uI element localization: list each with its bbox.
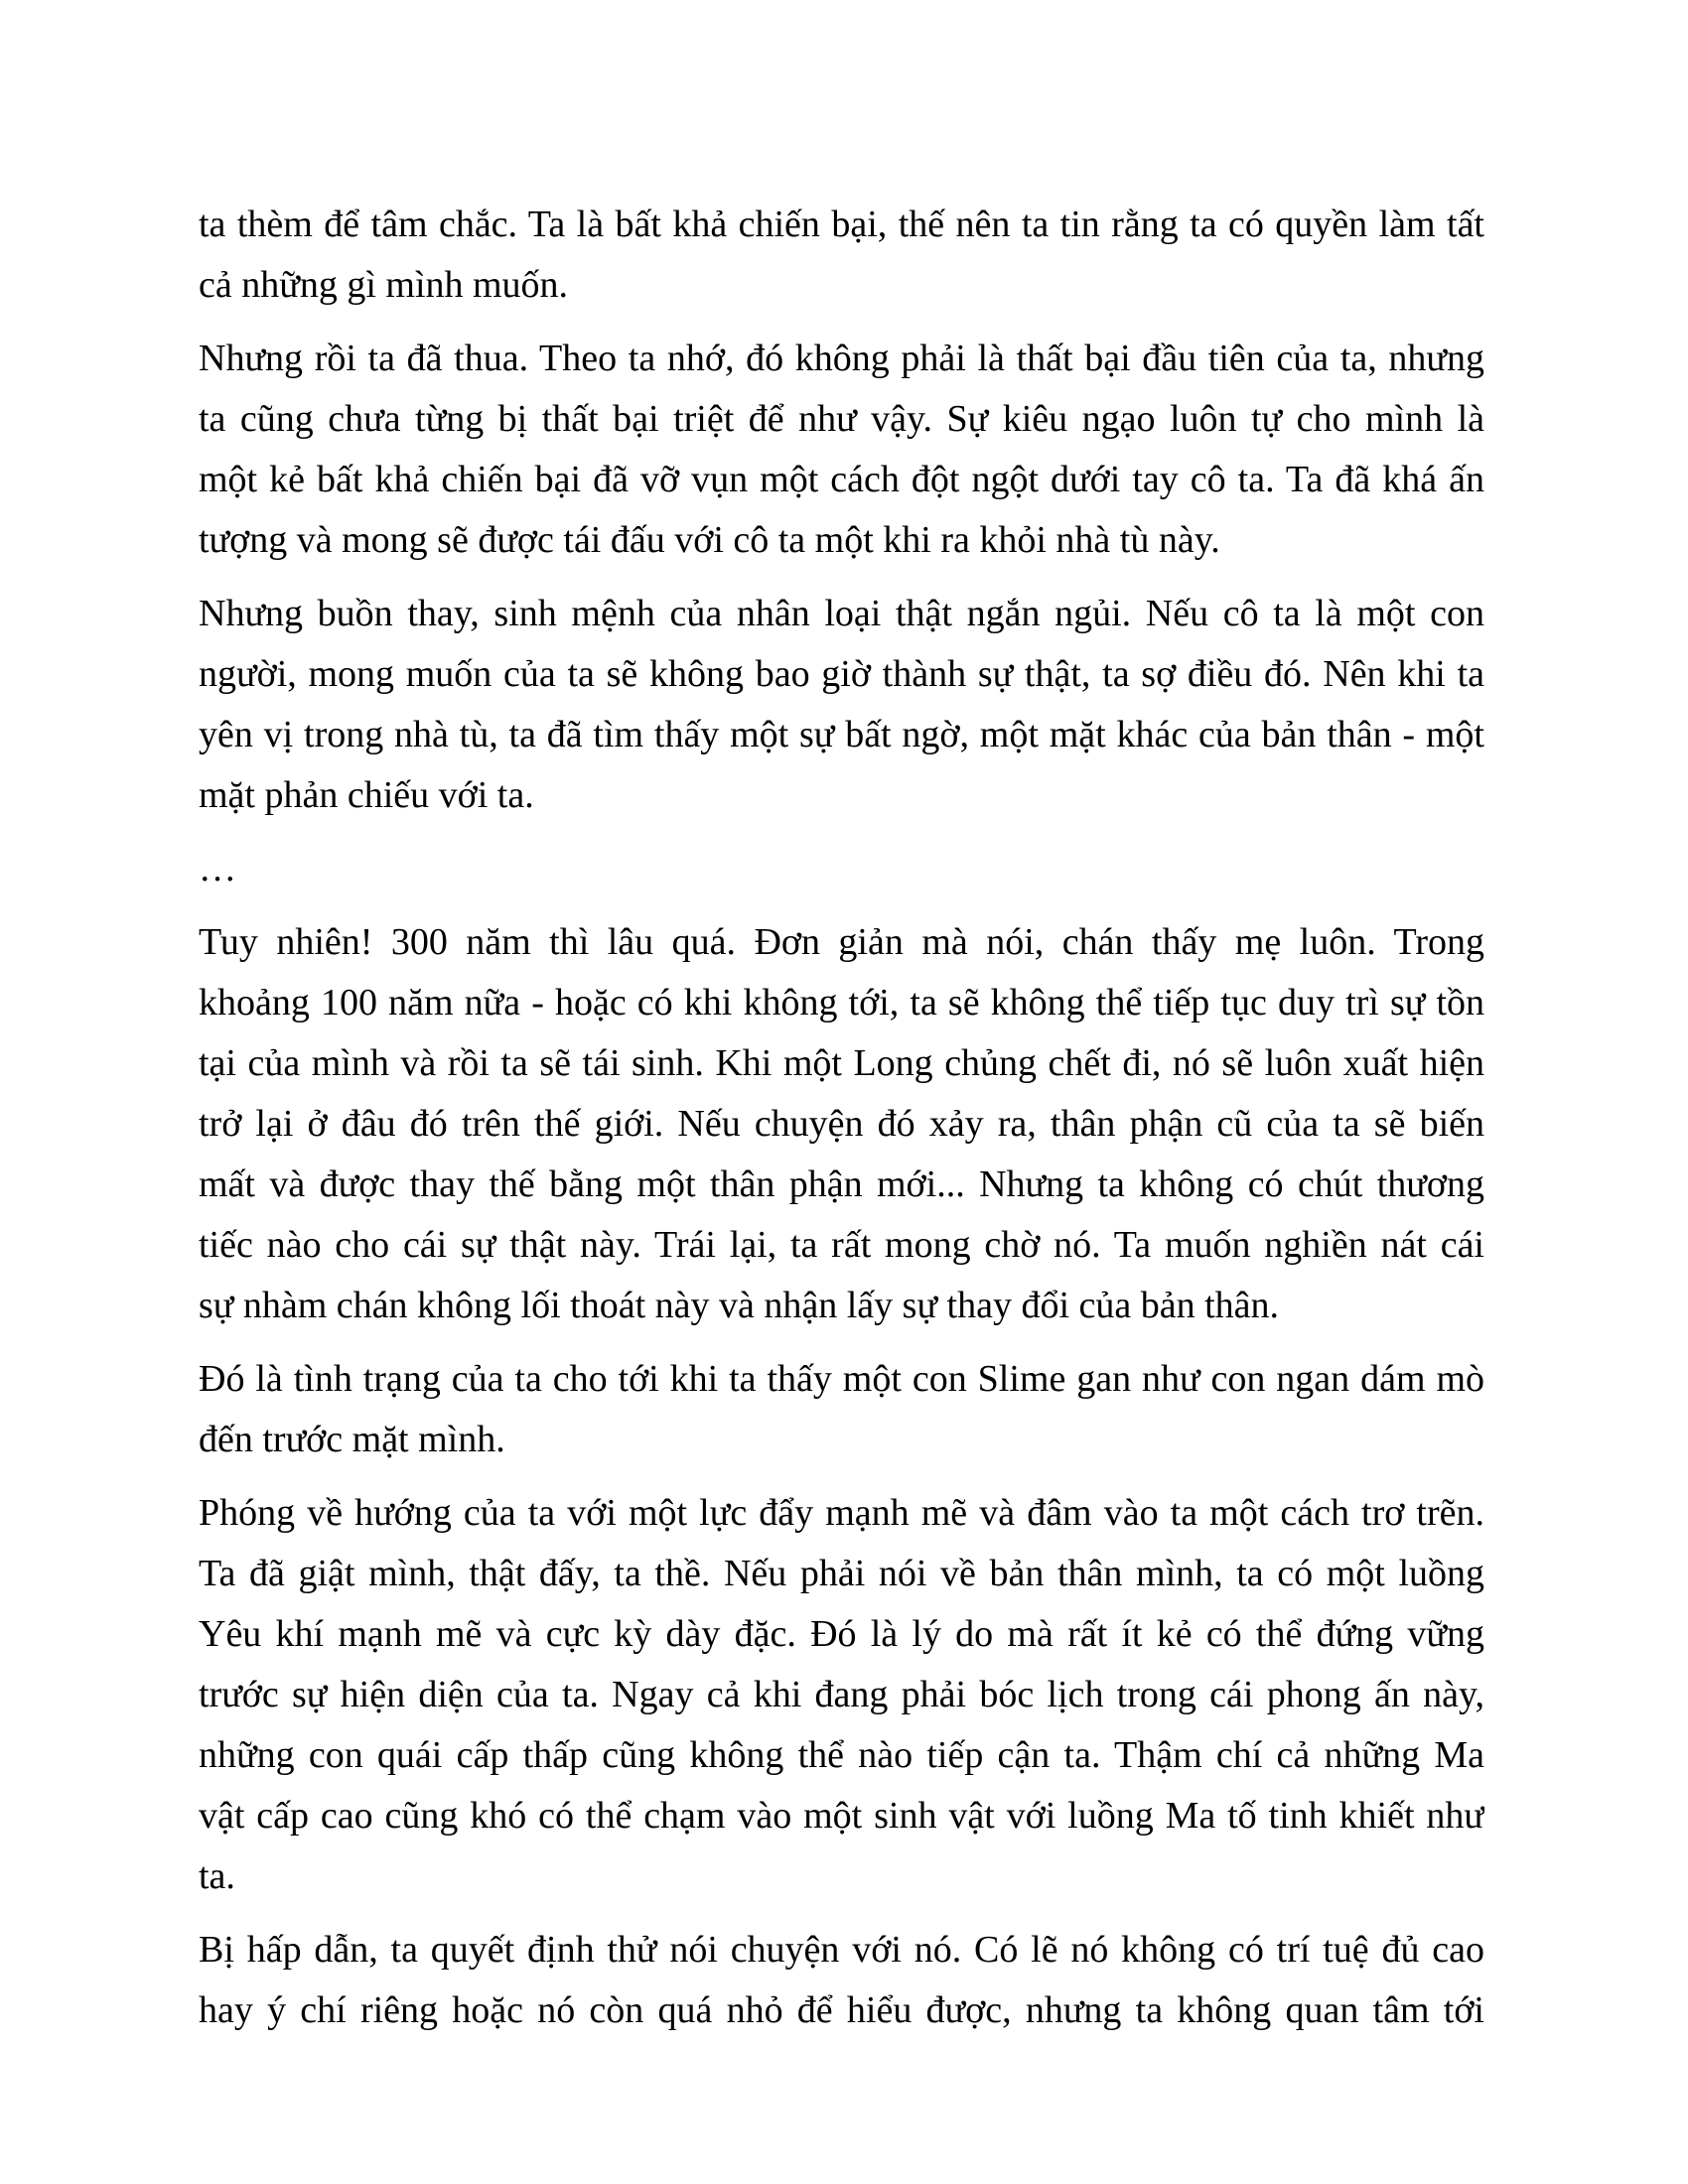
text-line: yên vị trong nhà tù, ta đã tìm thấy một sự bất ngờ, một mặt khác của bản thân - một: [199, 714, 1484, 755]
text-line: đến trước mặt mình.: [199, 1419, 505, 1460]
text-line: ta cũng chưa từng bị thất bại triệt để như vậy. Sự kiêu ngạo luôn tự cho mình là: [199, 398, 1484, 440]
text-line: khoảng 100 năm nữa - hoặc có khi không tới, ta sẽ không thể tiếp tục duy trì sự tồn: [199, 982, 1484, 1024]
text-line: trở lại ở đâu đó trên thế giới. Nếu chuyện đó xảy ra, thân phận cũ của ta sẽ biến: [199, 1103, 1484, 1145]
paragraph: [199, 912, 1484, 1336]
text-line: những con quái cấp thấp cũng không thể nào tiếp cận ta. Thậm chí cả những Ma: [199, 1734, 1484, 1776]
paragraph: [199, 1349, 1484, 1470]
paragraph: [199, 329, 1484, 571]
paragraph: [199, 839, 1484, 899]
text-line: hay ý chí riêng hoặc nó còn quá nhỏ để hiểu được, nhưng ta không quan tâm tới: [199, 1989, 1484, 2031]
text-line: mất và được thay thế bằng một thân phận mới... Nhưng ta không có chút thương: [199, 1163, 1484, 1205]
text-line: Phóng về hướng của ta với một lực đẩy mạnh mẽ và đâm vào ta một cách trơ trẽn.: [199, 1492, 1484, 1534]
text-line: ta.: [199, 1855, 235, 1897]
text-line: Ta đã giật mình, thật đấy, ta thề. Nếu phải nói về bản thân mình, ta có một luồng: [199, 1553, 1484, 1594]
text-line: người, mong muốn của ta sẽ không bao giờ thành sự thật, ta sợ điều đó. Nên khi ta: [199, 653, 1484, 695]
text-line: vật cấp cao cũng khó có thể chạm vào một sinh vật với luồng Ma tố tinh khiết như: [199, 1795, 1484, 1837]
paragraph: [199, 1920, 1484, 2041]
text-line: sự nhàm chán không lối thoát này và nhận lấy sự thay đổi của bản thân.: [199, 1285, 1280, 1326]
text-line: tượng và mong sẽ được tái đấu với cô ta một khi ra khỏi nhà tù này.: [199, 519, 1220, 561]
text-line: Bị hấp dẫn, ta quyết định thử nói chuyện với nó. Có lẽ nó không có trí tuệ đủ cao: [199, 1929, 1484, 1971]
text-line: Đó là tình trạng của ta cho tới khi ta thấy một con Slime gan như con ngan dám mò: [199, 1358, 1484, 1400]
text-line: …: [199, 848, 236, 889]
text-line: trước sự hiện diện của ta. Ngay cả khi đang phải bóc lịch trong cái phong ấn này,: [199, 1674, 1484, 1715]
text-line: cả những gì mình muốn.: [199, 264, 569, 306]
paragraph: [199, 1483, 1484, 1907]
text-line: Nhưng rồi ta đã thua. Theo ta nhớ, đó không phải là thất bại đầu tiên của ta, nhưng: [199, 338, 1484, 379]
paragraph: [199, 584, 1484, 826]
text-content: [199, 195, 1484, 2041]
text-line: Yêu khí mạnh mẽ và cực kỳ dày đặc. Đó là lý do mà rất ít kẻ có thể đứng vững: [199, 1613, 1484, 1655]
paragraph: [199, 195, 1484, 316]
text-line: Nhưng buồn thay, sinh mệnh của nhân loại thật ngắn ngủi. Nếu cô ta là một con: [199, 593, 1484, 634]
text-line: Tuy nhiên! 300 năm thì lâu quá. Đơn giản mà nói, chán thấy mẹ luôn. Trong: [199, 921, 1484, 963]
text-line: ta thèm để tâm chắc. Ta là bất khả chiến bại, thế nên ta tin rằng ta có quyền làm tất: [199, 204, 1484, 245]
text-line: tại của mình và rồi ta sẽ tái sinh. Khi một Long chủng chết đi, nó sẽ luôn xuất hiện: [199, 1042, 1484, 1084]
text-line: mặt phản chiếu với ta.: [199, 774, 534, 816]
text-line: tiếc nào cho cái sự thật này. Trái lại, ta rất mong chờ nó. Ta muốn nghiền nát cái: [199, 1224, 1484, 1266]
text-line: một kẻ bất khả chiến bại đã vỡ vụn một cách đột ngột dưới tay cô ta. Ta đã khá ấn: [199, 459, 1484, 500]
